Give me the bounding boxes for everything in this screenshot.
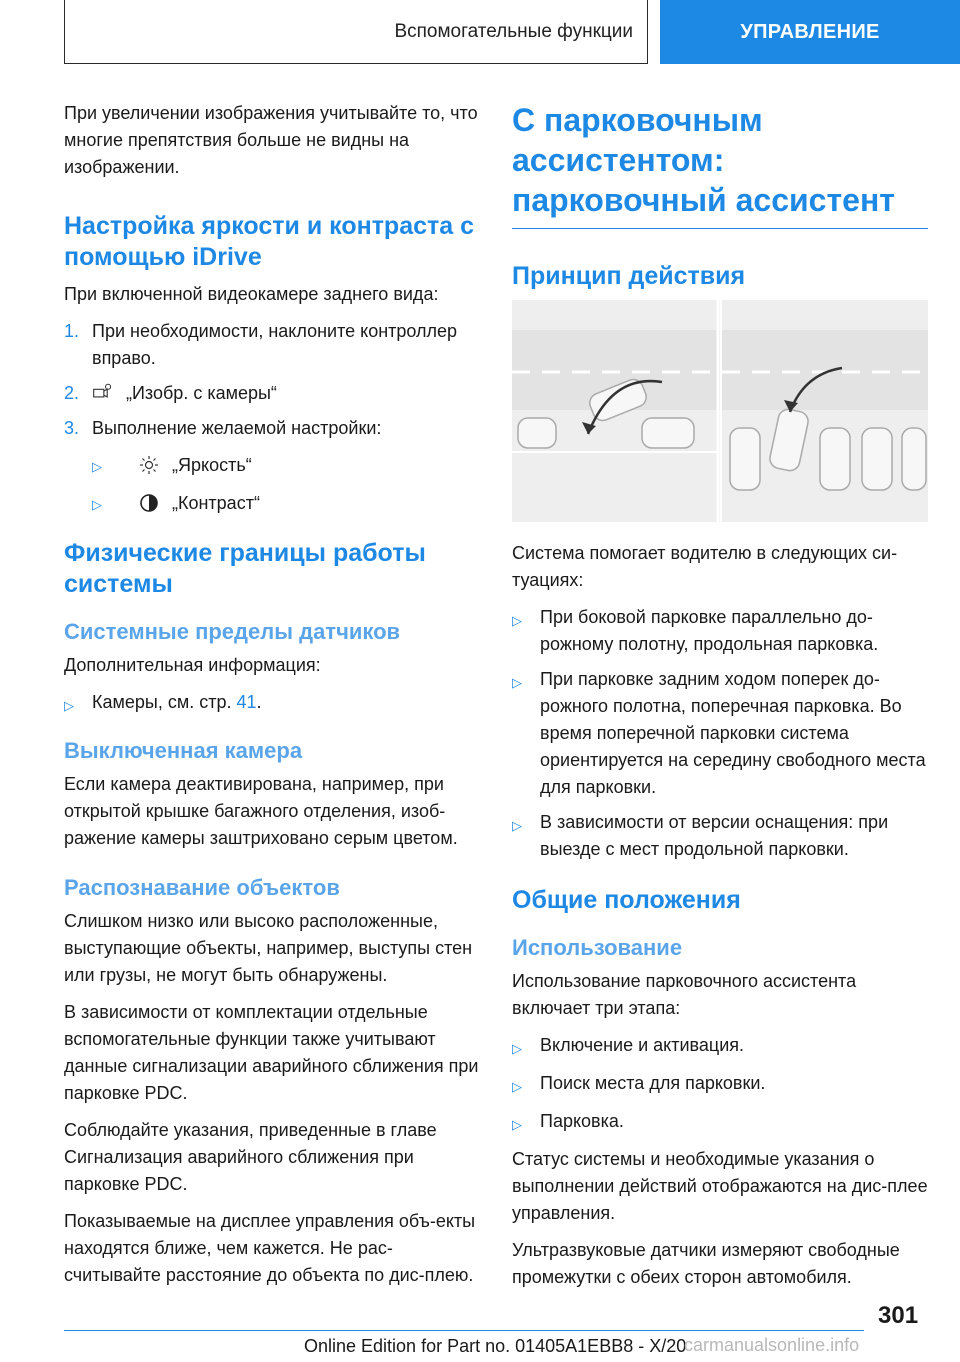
principle-lead: Система помогает водителю в следующих си-туациях: bbox=[512, 543, 898, 590]
principle-item bbox=[512, 604, 928, 658]
principle-heading: Принцип действия bbox=[512, 262, 746, 290]
step-text: При необходимости, наклоните контроллер вправо. bbox=[92, 321, 458, 368]
option-brightness bbox=[92, 450, 480, 480]
option-contrast bbox=[92, 488, 480, 518]
header-chapter bbox=[660, 0, 960, 64]
usage-item-text: Поиск места для парковки. bbox=[540, 1073, 766, 1093]
triangle-bullet-icon: ▷ bbox=[512, 1117, 522, 1132]
watermark-text: carmanualsonline.info bbox=[684, 1335, 860, 1355]
header-chapter-label: УПРАВЛЕНИЕ bbox=[740, 20, 880, 43]
left-column bbox=[64, 100, 480, 1299]
usage-heading: Использование bbox=[512, 935, 683, 960]
step-number: 1. bbox=[64, 321, 80, 341]
step-text: „Изобр. с камеры“ bbox=[126, 383, 277, 403]
detection-paragraph: В зависимости от комплектации отдельные вспомогательные функции также учитывают данные сигнализации аварийного сближения при парковке PDC. bbox=[64, 1002, 479, 1103]
sensor-item-text: Камеры, см. стр. bbox=[92, 692, 232, 712]
triangle-bullet-icon: ▷ bbox=[92, 459, 102, 474]
contrast-icon bbox=[138, 492, 160, 514]
step-number: 3. bbox=[64, 418, 80, 438]
general-heading: Общие положения bbox=[512, 886, 741, 914]
triangle-bullet-icon: ▷ bbox=[512, 613, 522, 628]
sun-icon bbox=[138, 454, 160, 476]
camera-off-text: Если камера деактивирована, например, при открытой крышке багажного отделения, изоб-ражение камеры заштриховано серым цветом. bbox=[64, 774, 458, 848]
principle-item-text: В зависимости от версии оснащения: при выезде с мест продольной парковки. bbox=[540, 812, 889, 859]
detection-paragraph: Показываемые на дисплее управления объ-екты находятся ближе, чем кажется. Не рас-считывайте расстояние до объекта по дис-плею. bbox=[64, 1211, 476, 1285]
principle-item bbox=[512, 666, 928, 801]
right-column bbox=[512, 100, 928, 1301]
principle-item bbox=[512, 809, 928, 863]
camera-settings-icon bbox=[92, 380, 114, 402]
step-text: Выполнение желаемой настройки: bbox=[92, 418, 382, 438]
detection-paragraph: Слишком низко или высоко расположенные, выступающие объекты, например, выступы стен или грузы, не могут быть обнаружены. bbox=[64, 911, 473, 985]
triangle-bullet-icon: ▷ bbox=[512, 1041, 522, 1056]
camera-off-heading: Выключенная камера bbox=[64, 738, 303, 763]
triangle-bullet-icon: ▷ bbox=[64, 698, 74, 713]
page-number: 301 bbox=[878, 1302, 919, 1329]
sensor-list-item bbox=[64, 689, 480, 719]
principle-item-text: При боковой парковке параллельно до-рожному полотну, продольная парковка. bbox=[540, 607, 879, 654]
sensor-lead: Дополнительная информация: bbox=[64, 655, 321, 675]
edition-text: Online Edition for Part no. 01405A1EBB8 - X/20 bbox=[304, 1336, 687, 1356]
triangle-bullet-icon: ▷ bbox=[512, 1079, 522, 1094]
step-item bbox=[64, 318, 480, 372]
principle-item-text: При парковке задним ходом поперек до-рожного полотна, поперечная парковка. Во время поперечной парковки система ориентируется на середину свободного места для парковки. bbox=[540, 669, 926, 797]
limits-heading: Физические границы работы системы bbox=[64, 539, 426, 598]
page-link[interactable]: 41 bbox=[236, 692, 257, 712]
usage-item bbox=[512, 1070, 928, 1100]
intro-paragraph: При увеличении изображения учитывайте то, что многие препятствия больше не видны на изображении. bbox=[64, 103, 478, 177]
triangle-bullet-icon: ▷ bbox=[512, 818, 522, 833]
header-section bbox=[64, 0, 648, 64]
footer-divider bbox=[64, 1330, 864, 1331]
usage-item-text: Парковка. bbox=[540, 1111, 624, 1131]
header-section-label: Вспомогательные функции bbox=[394, 20, 633, 42]
sensor-heading: Системные пределы датчиков bbox=[64, 619, 401, 644]
detection-heading: Распознавание объектов bbox=[64, 875, 340, 900]
brightness-lead: При включенной видеокамере заднего вида: bbox=[64, 284, 439, 304]
usage-item-text: Включение и активация. bbox=[540, 1035, 745, 1055]
step-number: 2. bbox=[64, 383, 80, 403]
page-title: С парковочным ассистентом: парковочный ассистент bbox=[512, 100, 928, 229]
usage-item bbox=[512, 1032, 928, 1062]
usage-paragraph: Статус системы и необходимые указания о выполнении действий отображаются на дис-плее управления. bbox=[512, 1149, 928, 1223]
sensor-item-suffix: . bbox=[256, 692, 262, 712]
parking-illustration bbox=[512, 300, 928, 522]
triangle-bullet-icon: ▷ bbox=[92, 497, 102, 512]
usage-lead: Использование парковочного ассистента включает три этапа: bbox=[512, 971, 857, 1018]
option-label: „Контраст“ bbox=[172, 492, 260, 513]
step-item bbox=[64, 380, 480, 407]
step-item bbox=[64, 415, 480, 442]
usage-paragraph: Ультразвуковые датчики измеряют свободные промежутки с обеих сторон автомобиля. bbox=[512, 1240, 900, 1287]
usage-item bbox=[512, 1108, 928, 1138]
triangle-bullet-icon: ▷ bbox=[512, 675, 522, 690]
option-label: „Яркость“ bbox=[172, 454, 252, 475]
steps-list bbox=[64, 318, 480, 518]
brightness-heading: Настройка яркости и контраста с помощью iDrive bbox=[64, 212, 475, 271]
detection-paragraph: Соблюдайте указания, приведенные в главе Сигнализация аварийного сближения при парковке PDC. bbox=[64, 1120, 437, 1194]
